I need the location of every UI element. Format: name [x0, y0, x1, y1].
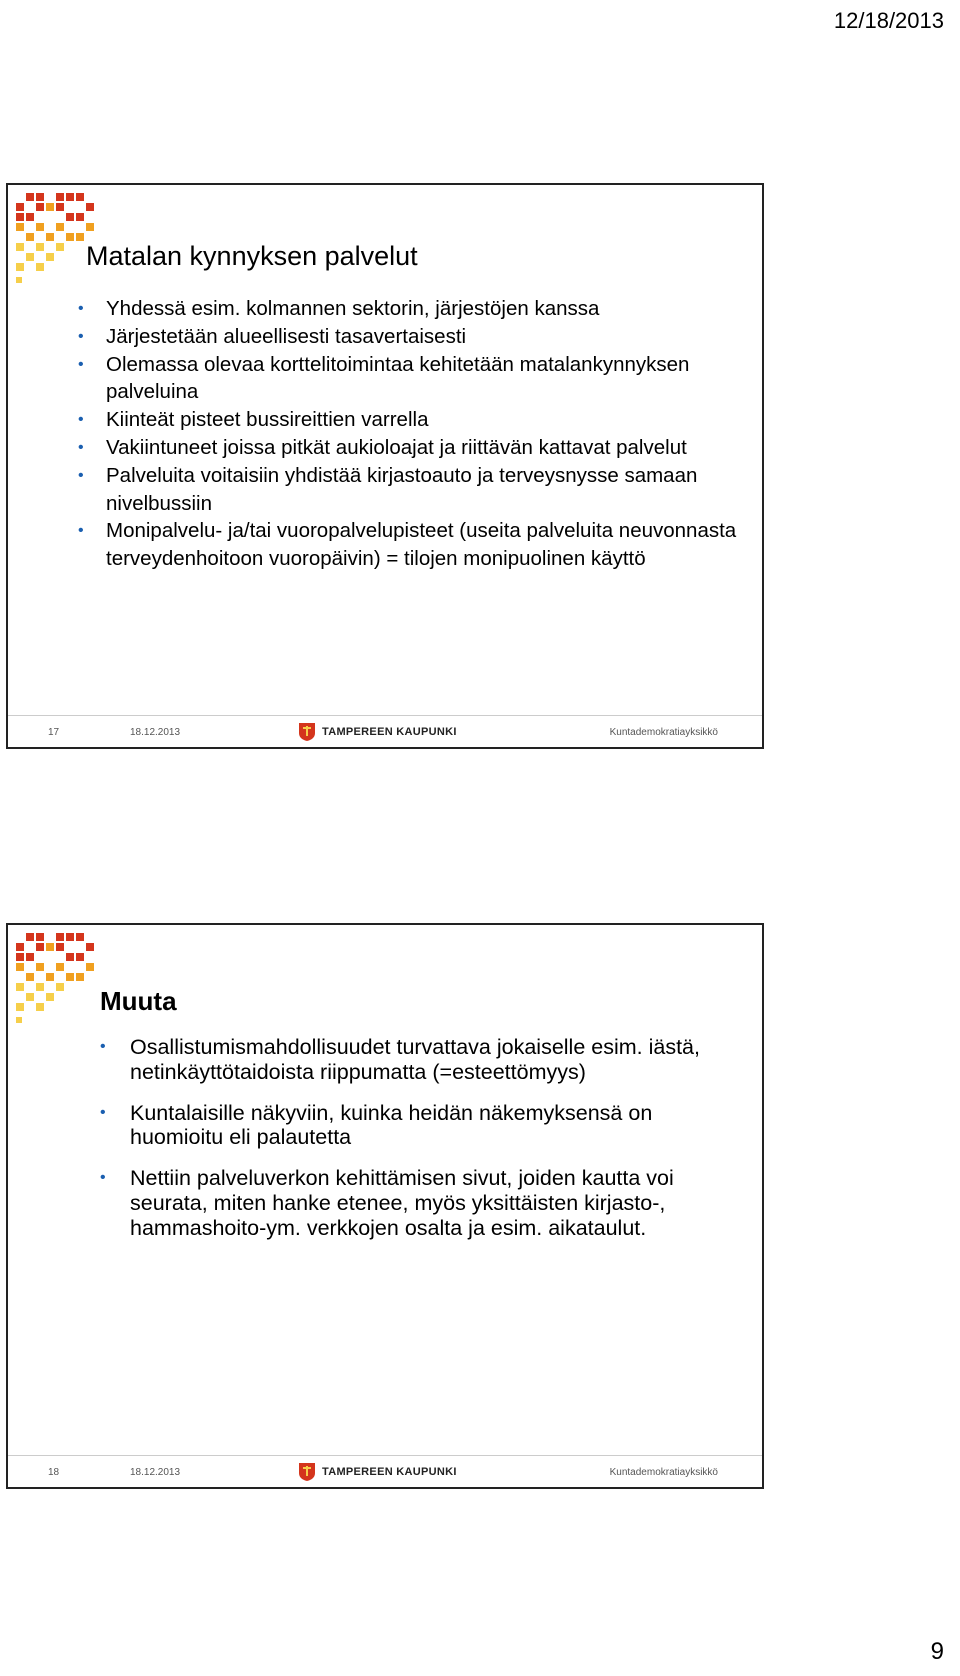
- bullet-icon: •: [78, 466, 84, 484]
- bullet-icon: •: [100, 1103, 106, 1121]
- slide-footer: [8, 1456, 762, 1489]
- list-item: • Kiinteät pisteet bussireittien varrella: [76, 406, 756, 434]
- city-logo: TAMPEREEN KAUPUNKI: [298, 1462, 457, 1482]
- slide-title: Matalan kynnyksen palvelut: [86, 241, 418, 271]
- brand-pattern-icon: [8, 185, 118, 295]
- slide-17: [6, 183, 764, 749]
- list-item: • Olemassa olevaa korttelitoimintaa kehitetään matalankynnyksen palveluina: [78, 352, 690, 404]
- city-logo: TAMPEREEN KAUPUNKI: [298, 722, 457, 742]
- unit-name: Kuntademokratiayksikkö: [609, 1467, 718, 1478]
- brand-pattern-icon: [8, 925, 118, 1035]
- coat-of-arms-icon: [298, 1462, 316, 1482]
- list-item: • Vakiintuneet joissa pitkät aukioloajat ja riittävän kattavat palvelut: [76, 434, 756, 462]
- list-item: • Yhdessä esim. kolmannen sektorin, järjestöjen kanssa: [76, 295, 756, 323]
- bullet-icon: •: [78, 300, 84, 317]
- bullet-icon: •: [78, 411, 84, 429]
- bullet-list: [76, 295, 756, 573]
- slide-footer: [8, 716, 762, 749]
- list-item: • Järjestetään alueellisesti tasavertaisesti: [76, 323, 756, 351]
- slide-date: 18.12.2013: [130, 1467, 181, 1478]
- slide-number: 18: [48, 1467, 60, 1478]
- slide-number: 17: [48, 727, 60, 738]
- slide-title: Muuta: [100, 986, 177, 1016]
- list-item: • Kuntalaisille näkyviin, kuinka heidän näkemyksensä on huomioitu eli palautetta: [100, 1100, 653, 1150]
- list-item: • Nettiin palveluverkon kehittämisen sivut, joiden kautta voi seurata, miten hanke etenee, myös yksittäisten kirjasto-, hammashoito-ym. verkkojen osalta ja esim. aikataulut.: [100, 1166, 674, 1240]
- bullet-icon: •: [100, 1038, 106, 1055]
- coat-of-arms-icon: [298, 722, 316, 742]
- bullet-list: [100, 1035, 740, 1257]
- list-item: • Monipalvelu- ja/tai vuoropalvelupisteet (useita palveluita neuvonnasta terveydenhoitoon vuoropäivin) = tilojen monipuolinen käyttö: [78, 519, 737, 571]
- bullet-icon: •: [78, 355, 84, 373]
- bullet-icon: •: [100, 1169, 106, 1187]
- slide-date: 18.12.2013: [130, 727, 181, 738]
- bullet-icon: •: [78, 522, 84, 540]
- bullet-icon: •: [78, 438, 84, 456]
- page-number: 9: [930, 1638, 944, 1665]
- slide-18: [6, 923, 764, 1489]
- bullet-icon: •: [78, 327, 84, 345]
- list-item: • Osallistumismahdollisuudet turvattava jokaiselle esim. iästä, netinkäyttötaidoista riippumatta (=esteettömyys): [100, 1035, 700, 1084]
- page-date: 12/18/2013: [833, 8, 944, 33]
- list-item: • Palveluita voitaisiin yhdistää kirjastoauto ja terveysnysse samaan nivelbussiin: [78, 463, 698, 515]
- unit-name: Kuntademokratiayksikkö: [609, 727, 718, 738]
